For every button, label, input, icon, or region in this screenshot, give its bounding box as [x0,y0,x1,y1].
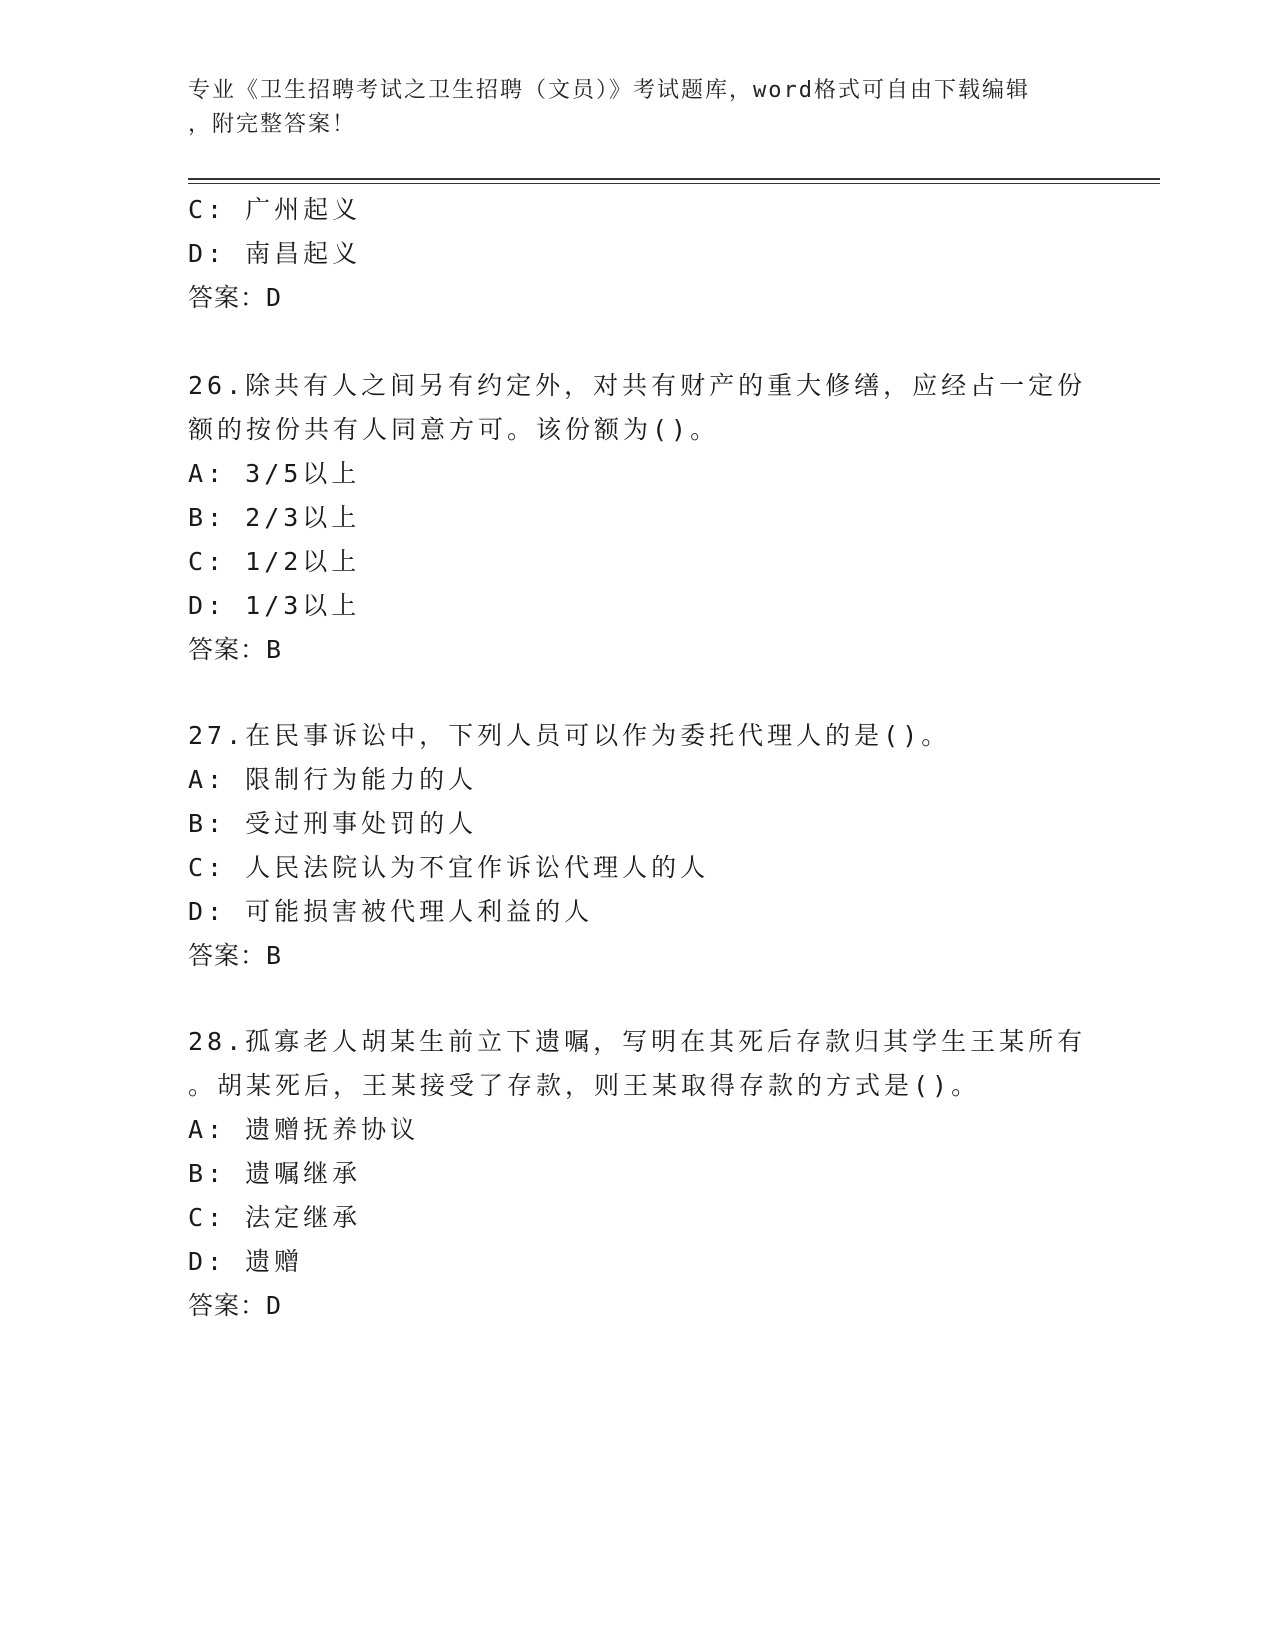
header-title-line-2: ，附完整答案！ [188,112,357,137]
q27-option-b: B: 受过刑事处罚的人 [188,809,478,838]
answer-label: 答案： [188,635,267,664]
q28-option-c: C: 法定继承 [188,1203,362,1232]
answer-label: 答案： [188,283,267,312]
q27-stem-line-1: 27.在民事诉讼中，下列人员可以作为委托代理人的是()。 [188,721,951,750]
q26-option-a: A: 3/5以上 [188,459,361,488]
q26-option-d: D: 1/3以上 [188,591,361,620]
answer-label: 答案： [188,941,267,970]
q27-option-a: A: 限制行为能力的人 [188,765,478,794]
answer-value: B [266,941,283,970]
q25-option-d: D: 南昌起义 [188,239,362,268]
q27-option-c: C: 人民法院认为不宜作诉讼代理人的人 [188,853,710,882]
answer-value: B [266,635,283,664]
q28-stem-line-1: 28.孤寡老人胡某生前立下遗嘱，写明在其死后存款归其学生王某所有 [188,1027,1087,1056]
header-title-line-1: 专业《卫生招聘考试之卫生招聘（文员）》考试题库，word格式可自由下载编辑 [188,78,1030,103]
answer-label: 答案： [188,1291,267,1320]
header-divider-thin [188,183,1160,184]
page-header [188,74,1088,142]
q25-option-c: C: 广州起义 [188,195,362,224]
q26-option-b: B: 2/3以上 [188,503,361,532]
q26-stem-line-2: 额的按份共有人同意方可。该份额为()。 [188,415,720,444]
q28-stem-line-2: 。胡某死后，王某接受了存款，则王某取得存款的方式是()。 [188,1071,981,1100]
q26-answer [188,632,282,668]
q28-option-d: D: 遗赠 [188,1247,304,1276]
q28-option-b: B: 遗嘱继承 [188,1159,362,1188]
answer-value: D [266,1291,283,1320]
q26-stem-line-1: 26.除共有人之间另有约定外，对共有财产的重大修缮，应经占一定份 [188,371,1087,400]
header-divider-thick [188,178,1160,180]
q27-answer [188,938,282,974]
q25-answer [188,280,282,316]
answer-value: D [266,283,283,312]
q28-answer [188,1288,282,1324]
q27-option-d: D: 可能损害被代理人利益的人 [188,897,594,926]
q26-option-c: C: 1/2以上 [188,547,361,576]
q28-option-a: A: 遗赠抚养协议 [188,1115,420,1144]
